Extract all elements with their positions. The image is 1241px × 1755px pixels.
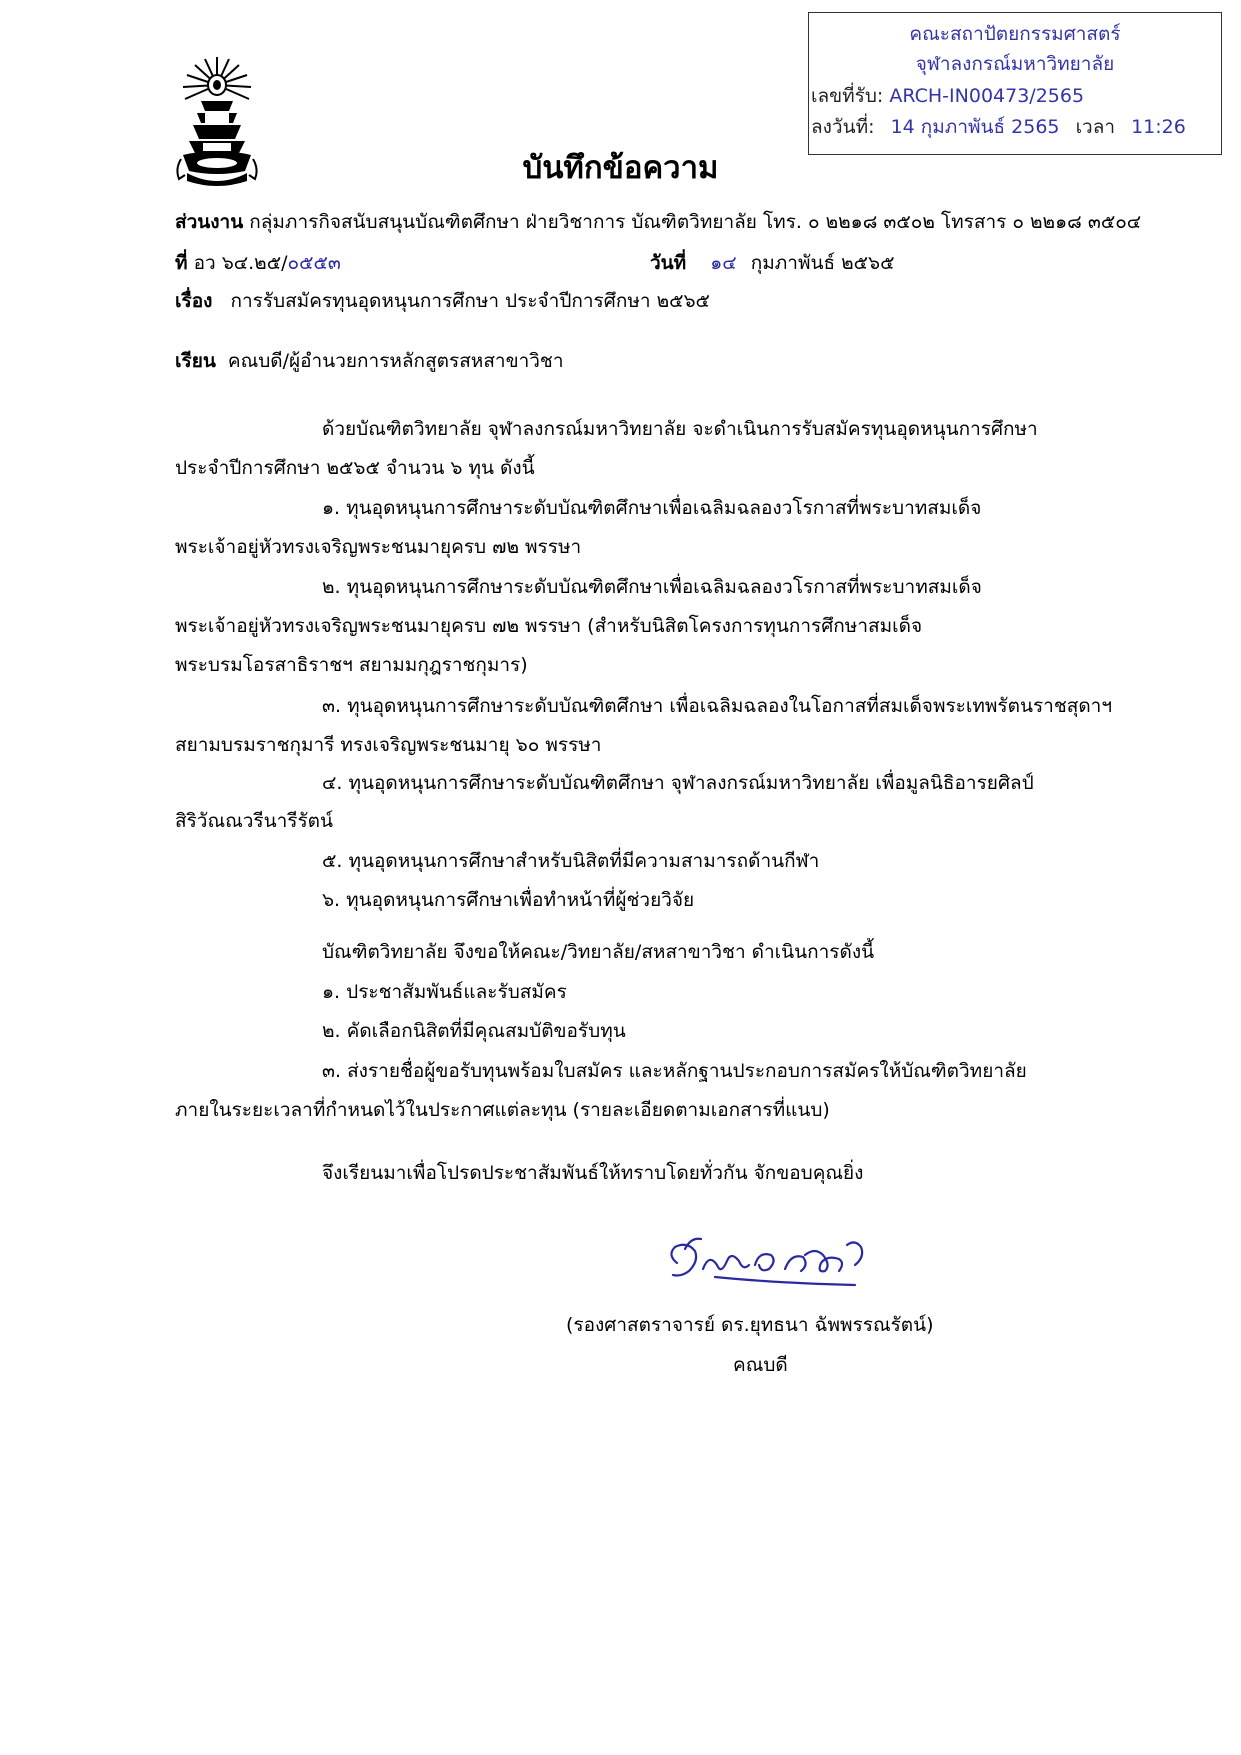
recipient-row — [175, 352, 563, 371]
subject-row — [175, 292, 710, 311]
scholarship-5: ๕. ทุนอุดหนุนการศึกษาสำหรับนิสิตที่มีความสามารถด้านกีฬา — [322, 850, 820, 872]
handwritten-signature — [655, 1225, 885, 1300]
recipient-value: คณบดี/ผู้อำนวยการหลักสูตรสหสาขาวิชา — [227, 350, 564, 372]
stamp-date-label: ลงวันที่: — [811, 116, 875, 138]
scholarship-2-line-3: พระบรมโอรสาธิราชฯ สยามมกุฎราชกุมาร) — [175, 654, 528, 676]
request-item-3-line-2: ภายในระยะเวลาที่กำหนดไว้ในประกาศแต่ละทุน (รายละเอียดตามเอกสารที่แนบ) — [175, 1099, 830, 1121]
subject-label: เรื่อง — [175, 290, 213, 312]
signatory-name: (รองศาสตราจารย์ ดร.ยุทธนา ฉัพพรรณรัตน์) — [566, 1314, 934, 1336]
request-item-1: ๑. ประชาสัมพันธ์และรับสมัคร — [322, 981, 567, 1003]
scholarship-3-line-1: ๓. ทุนอุดหนุนการศึกษาระดับบัณฑิตศึกษา เพื่อเฉลิมฉลองในโอกาสที่สมเด็จพระเทพรัตนราชสุดาฯ — [322, 695, 1112, 717]
request-item-3-line-1: ๓. ส่งรายชื่อผู้ขอรับทุนพร้อมใบสมัคร และหลักฐานประกอบการสมัครให้บัณฑิตวิทยาลัย — [322, 1060, 1027, 1082]
scholarship-2-line-1: ๒. ทุนอุดหนุนการศึกษาระดับบัณฑิตศึกษาเพื่อเฉลิมฉลองวโรกาสที่พระบาทสมเด็จ — [322, 576, 982, 598]
receipt-stamp — [808, 12, 1222, 155]
reference-label: ที่ — [175, 252, 188, 274]
stamp-university: จุฬาลงกรณ์มหาวิทยาลัย — [915, 53, 1115, 75]
stamp-time: 11:26 — [1131, 116, 1186, 138]
scholarship-4-line-2: สิริวัณณวรีนารีรัตน์ — [175, 810, 333, 832]
scholarship-4-line-1: ๔. ทุนอุดหนุนการศึกษาระดับบัณฑิตศึกษา จุฬาลงกรณ์มหาวิทยาลัย เพื่อมูลนิธิอารยศิลป์ — [322, 772, 1034, 794]
scholarship-1-line-1: ๑. ทุนอุดหนุนการศึกษาระดับบัณฑิตศึกษาเพื่อเฉลิมฉลองวโรกาสที่พระบาทสมเด็จ — [322, 497, 982, 519]
stamp-receive-no-label: เลขที่รับ: — [811, 85, 884, 107]
intro-line-2: ประจำปีการศึกษา ๒๕๖๕ จำนวน ๖ ทุน ดังนี้ — [175, 457, 535, 479]
intro-line-1: ด้วยบัณฑิตวิทยาลัย จุฬาลงกรณ์มหาวิทยาลัย จะดำเนินการรับสมัครทุนอุดหนุนการศึกษา — [322, 418, 1038, 440]
reference-prefix: อว ๖๔.๒๕/ — [193, 252, 288, 274]
closing-statement: จึงเรียนมาเพื่อโปรดประชาสัมพันธ์ให้ทราบโดยทั่วกัน จักขอบคุณยิ่ง — [322, 1162, 864, 1184]
request-intro: บัณฑิตวิทยาลัย จึงขอให้คณะ/วิทยาลัย/สหสาขาวิชา ดำเนินการดังนี้ — [322, 941, 875, 963]
date-month-year: กุมภาพันธ์ ๒๕๖๕ — [750, 252, 895, 274]
reference-number: ๐๕๕๓ — [287, 252, 341, 274]
date-row — [650, 254, 894, 273]
stamp-faculty: คณะสถาปัตยกรรมศาสตร์ — [909, 23, 1121, 45]
stamp-date-row — [811, 112, 1186, 142]
date-label: วันที่ — [650, 252, 687, 274]
memo-title: บันทึกข้อความ — [522, 150, 719, 186]
department-value: กลุ่มภารกิจสนับสนุนบัณฑิตศึกษา ฝ่ายวิชาการ บัณฑิตวิทยาลัย โทร. ๐ ๒๒๑๘ ๓๕๐๒ โทรสาร ๐ ๒๒๑๘ ๓๕๐๔ — [249, 211, 1142, 233]
stamp-date: 14 กุมภาพันธ์ 2565 — [890, 116, 1060, 138]
signatory-position: คณบดี — [733, 1354, 788, 1376]
scholarship-3-line-2: สยามบรมราชกุมารี ทรงเจริญพระชนมายุ ๖๐ พรรษา — [175, 734, 602, 756]
stamp-time-label: เวลา — [1075, 116, 1116, 138]
department-row — [175, 213, 1141, 232]
recipient-label: เรียน — [175, 350, 216, 372]
stamp-receive-no-row — [811, 81, 1084, 111]
scholarship-1-line-2: พระเจ้าอยู่หัวทรงเจริญพระชนมายุครบ ๗๒ พรรษา — [175, 536, 582, 558]
scholarship-6: ๖. ทุนอุดหนุนการศึกษาเพื่อทำหน้าที่ผู้ช่วยวิจัย — [322, 889, 695, 911]
reference-row — [175, 254, 341, 273]
date-day: ๑๔ — [710, 252, 737, 274]
subject-value: การรับสมัครทุนอุดหนุนการศึกษา ประจำปีการศึกษา ๒๕๖๕ — [230, 290, 710, 312]
stamp-receive-no: ARCH-IN00473/2565 — [889, 85, 1085, 107]
request-item-2: ๒. คัดเลือกนิสิตที่มีคุณสมบัติขอรับทุน — [322, 1020, 626, 1042]
scholarship-2-line-2: พระเจ้าอยู่หัวทรงเจริญพระชนมายุครบ ๗๒ พรรษา (สำหรับนิสิตโครงการทุนการศึกษาสมเด็จ — [175, 615, 923, 637]
department-label: ส่วนงาน — [175, 211, 244, 233]
